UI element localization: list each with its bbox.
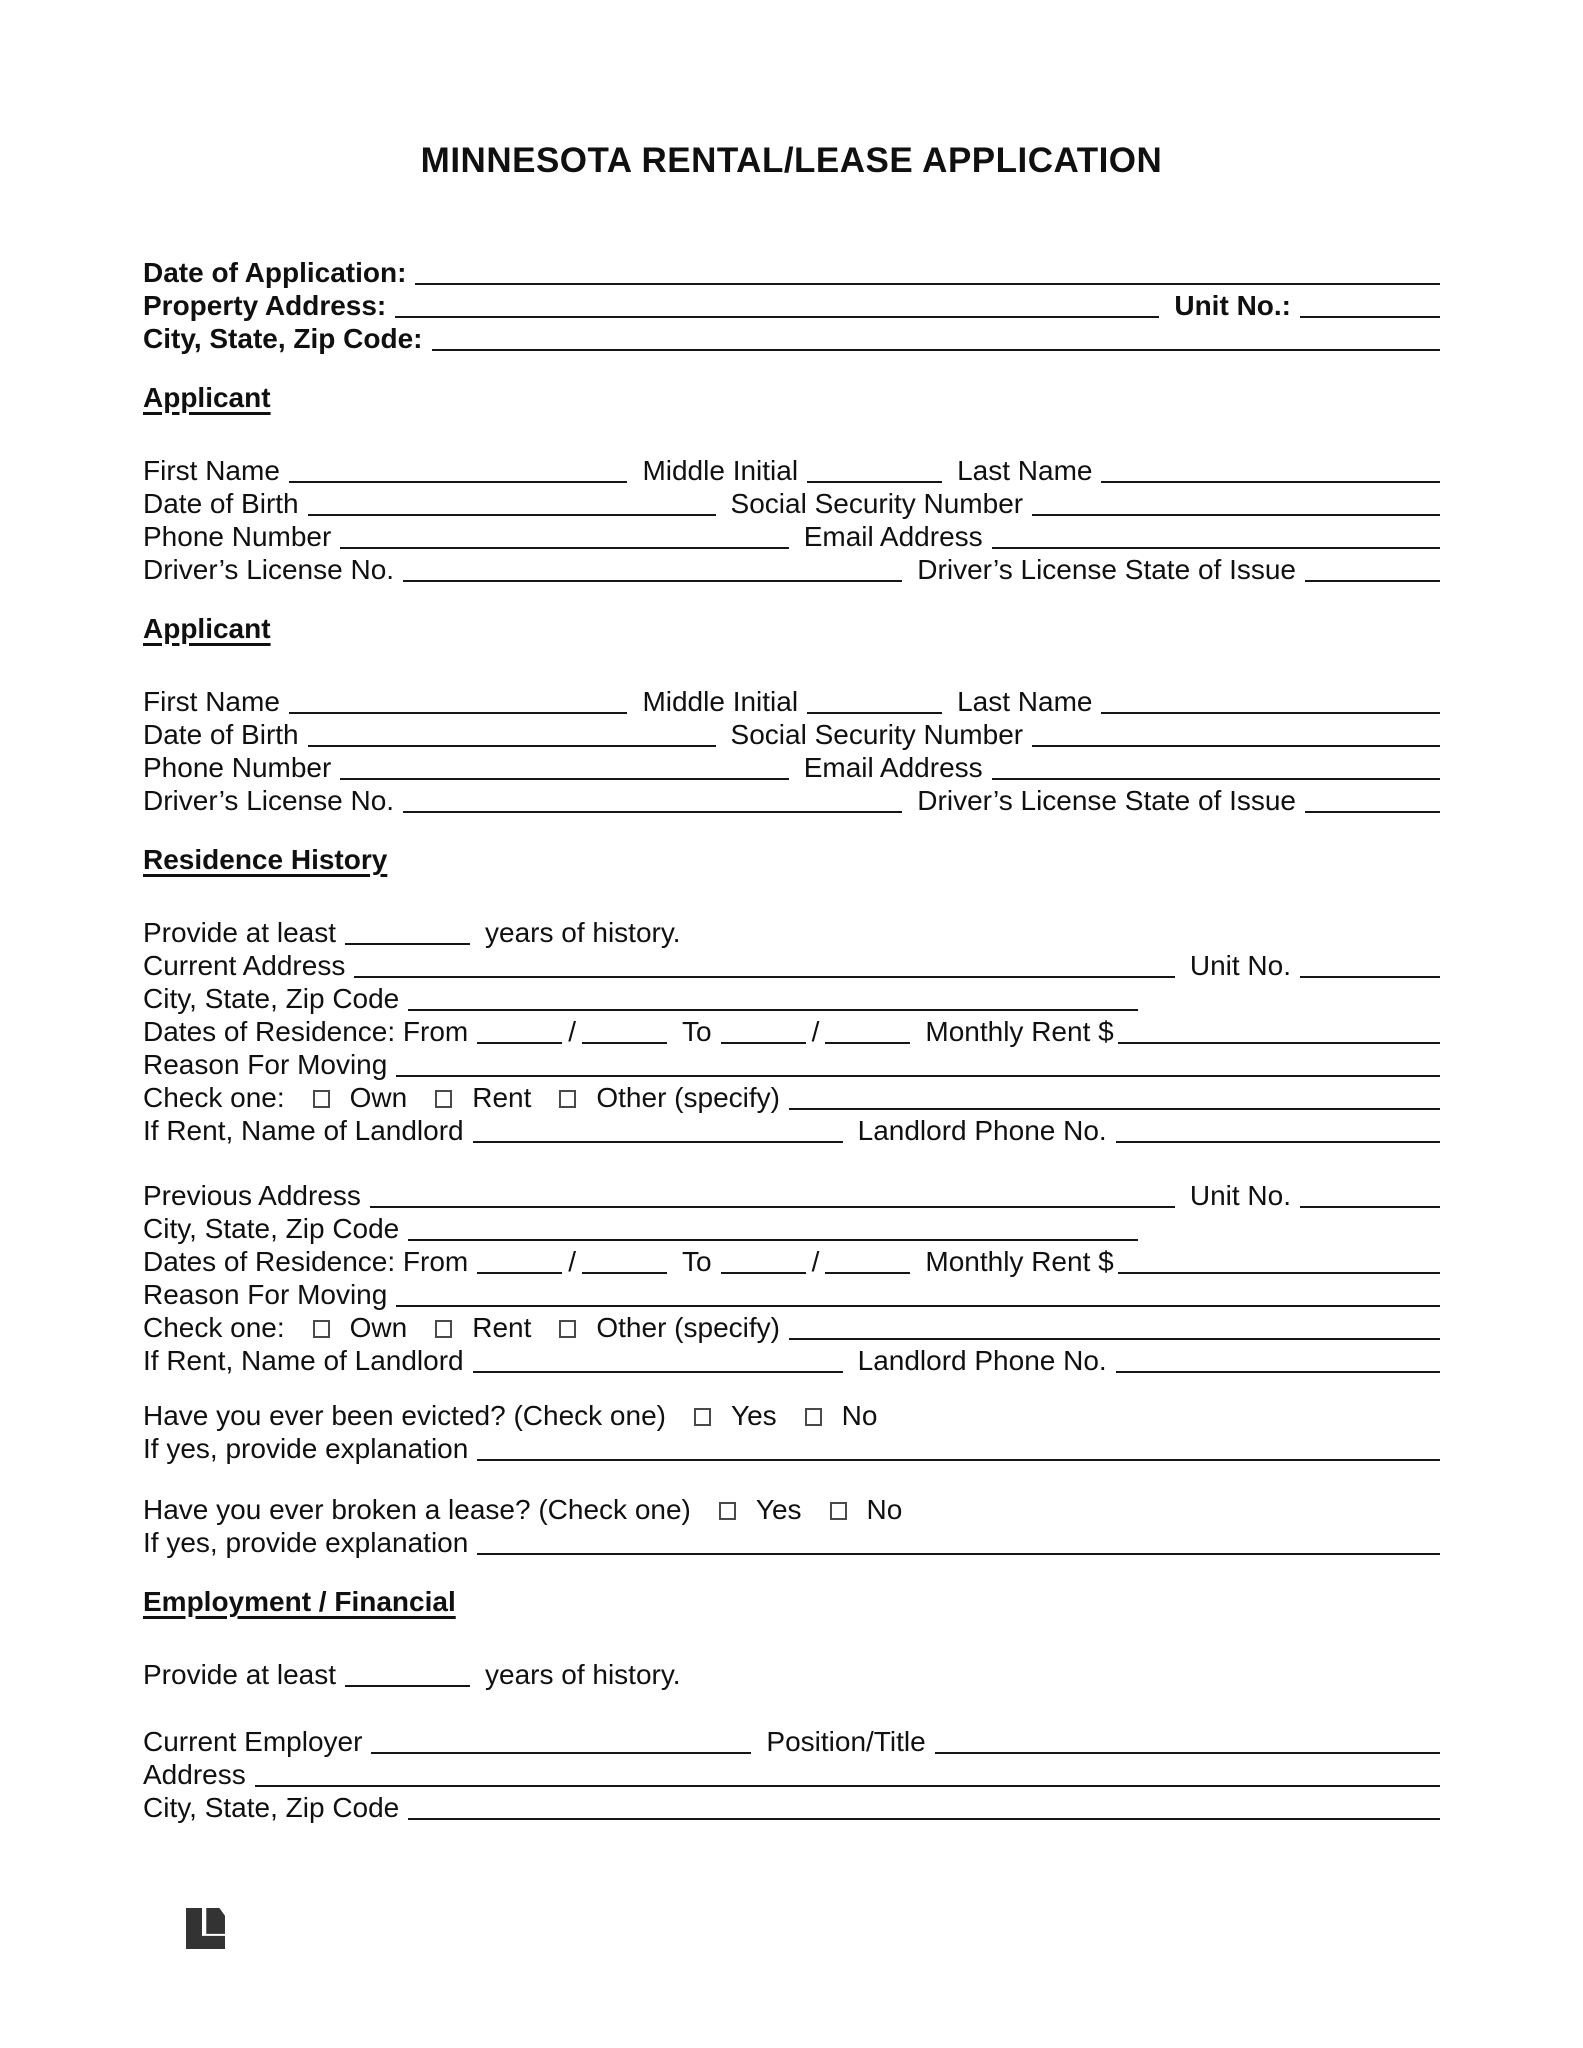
drivers-license-state-label-2: Driver’s License State of Issue xyxy=(917,785,1296,816)
current-own-checkbox[interactable] xyxy=(313,1090,330,1108)
current-landlord-row xyxy=(143,1114,1440,1147)
previous-other-specify-field[interactable] xyxy=(789,1334,1440,1340)
middle-initial-field-2[interactable] xyxy=(807,708,942,714)
previous-own-label: Own xyxy=(349,1312,408,1343)
current-reason-label: Reason For Moving xyxy=(143,1049,388,1080)
current-city-state-zip-row xyxy=(143,982,1440,1015)
current-to-year-field[interactable] xyxy=(825,1038,910,1044)
applicant-1-license-row xyxy=(143,553,1440,586)
current-landlord-name-field[interactable] xyxy=(473,1137,843,1143)
previous-reason-row xyxy=(143,1278,1440,1311)
phone-number-label: Phone Number xyxy=(143,521,332,552)
applicant-2-heading: Applicant xyxy=(143,613,271,644)
evicted-explanation-field[interactable] xyxy=(477,1455,1440,1461)
evicted-no-label: No xyxy=(841,1400,878,1431)
evicted-explanation-row xyxy=(143,1432,1440,1465)
phone-number-field[interactable] xyxy=(340,543,788,549)
current-address-field[interactable] xyxy=(354,972,1175,978)
employer-address-field[interactable] xyxy=(255,1781,1440,1787)
current-rent-checkbox[interactable] xyxy=(435,1090,452,1108)
property-address-label: Property Address: xyxy=(143,290,387,321)
previous-landlord-name-label: If Rent, Name of Landlord xyxy=(143,1345,464,1376)
current-city-state-zip-label: City, State, Zip Code xyxy=(143,983,400,1014)
evicted-explanation-label: If yes, provide explanation xyxy=(143,1433,469,1464)
employment-years-field[interactable] xyxy=(345,1681,470,1687)
previous-monthly-rent-field[interactable] xyxy=(1118,1268,1440,1274)
provide-at-least-label: Provide at least xyxy=(143,917,336,948)
first-name-label: First Name xyxy=(143,455,280,486)
drivers-license-no-field[interactable] xyxy=(403,576,902,582)
current-landlord-phone-field[interactable] xyxy=(1116,1137,1440,1143)
previous-address-label: Previous Address xyxy=(143,1180,361,1211)
drivers-license-no-label: Driver’s License No. xyxy=(143,554,395,585)
page-title: MINNESOTA RENTAL/LEASE APPLICATION xyxy=(420,141,1163,180)
current-rent-label: Rent xyxy=(472,1082,532,1113)
years-of-history-field[interactable] xyxy=(345,939,470,945)
email-address-field-2[interactable] xyxy=(992,774,1440,780)
current-employer-row xyxy=(143,1725,1440,1758)
current-date-slash-1: / xyxy=(568,1016,577,1047)
drivers-license-no-field-2[interactable] xyxy=(403,807,902,813)
evicted-no-checkbox[interactable] xyxy=(805,1408,822,1426)
current-reason-row xyxy=(143,1048,1440,1081)
property-address-row xyxy=(143,289,1440,322)
employer-city-state-zip-label: City, State, Zip Code xyxy=(143,1792,400,1823)
current-monthly-rent-field[interactable] xyxy=(1118,1038,1440,1044)
previous-landlord-name-field[interactable] xyxy=(473,1367,843,1373)
previous-dates-to-label: To xyxy=(682,1246,712,1277)
employer-city-state-zip-field[interactable] xyxy=(408,1814,1440,1820)
applicant-2-name-row xyxy=(143,685,1440,718)
email-address-label: Email Address xyxy=(803,521,983,552)
current-unit-no-field[interactable] xyxy=(1300,972,1440,978)
middle-initial-field[interactable] xyxy=(807,477,942,483)
applicant-1-dob-row xyxy=(143,487,1440,520)
broken-lease-no-label: No xyxy=(866,1494,903,1525)
drivers-license-no-label-2: Driver’s License No. xyxy=(143,785,395,816)
previous-city-state-zip-field[interactable] xyxy=(408,1235,1138,1241)
current-city-state-zip-field[interactable] xyxy=(408,1005,1138,1011)
previous-to-year-field[interactable] xyxy=(825,1268,910,1274)
applicant-1-phone-row xyxy=(143,520,1440,553)
previous-landlord-phone-label: Landlord Phone No. xyxy=(857,1345,1107,1376)
drivers-license-state-field-2[interactable] xyxy=(1305,807,1440,813)
previous-monthly-rent-label: Monthly Rent $ xyxy=(925,1246,1114,1277)
date-of-application-field[interactable] xyxy=(415,279,1440,285)
unit-no-field[interactable] xyxy=(1300,312,1440,318)
phone-number-label-2: Phone Number xyxy=(143,752,332,783)
applicant-1-heading: Applicant xyxy=(143,382,271,413)
previous-other-label: Other (specify) xyxy=(596,1312,780,1343)
current-from-year-field[interactable] xyxy=(582,1038,667,1044)
employer-address-label: Address xyxy=(143,1759,246,1790)
current-other-checkbox[interactable] xyxy=(559,1090,576,1108)
previous-reason-field[interactable] xyxy=(396,1301,1440,1307)
first-name-label-2: First Name xyxy=(143,686,280,717)
ssn-label: Social Security Number xyxy=(730,488,1024,519)
current-date-slash-2: / xyxy=(811,1016,820,1047)
last-name-label-2: Last Name xyxy=(957,686,1093,717)
previous-address-row xyxy=(143,1179,1440,1212)
city-state-zip-field[interactable] xyxy=(432,345,1441,351)
current-unit-no-label: Unit No. xyxy=(1189,950,1291,981)
applicant-2-license-row xyxy=(143,784,1440,817)
date-of-application-label: Date of Application: xyxy=(143,257,407,288)
broken-lease-question-row xyxy=(143,1493,1440,1526)
email-address-label-2: Email Address xyxy=(803,752,983,783)
date-of-birth-field-2[interactable] xyxy=(308,741,716,747)
current-landlord-name-label: If Rent, Name of Landlord xyxy=(143,1115,464,1146)
employment-financial-heading: Employment / Financial xyxy=(143,1586,456,1617)
drivers-license-state-label: Driver’s License State of Issue xyxy=(917,554,1296,585)
last-name-field[interactable] xyxy=(1101,477,1440,483)
previous-dates-row xyxy=(143,1245,1440,1278)
broken-lease-explanation-label: If yes, provide explanation xyxy=(143,1527,469,1558)
broken-lease-explanation-field[interactable] xyxy=(477,1549,1440,1555)
employer-city-state-zip-row xyxy=(143,1791,1440,1824)
previous-from-month-field[interactable] xyxy=(477,1268,562,1274)
current-check-one-row xyxy=(143,1081,1440,1114)
previous-landlord-row xyxy=(143,1344,1440,1377)
current-dates-from-label: Dates of Residence: From xyxy=(143,1016,469,1047)
previous-check-one-label: Check one: xyxy=(143,1312,285,1343)
ssn-field[interactable] xyxy=(1032,510,1440,516)
previous-other-checkbox[interactable] xyxy=(559,1320,576,1338)
legal-templates-logo xyxy=(186,1908,225,1949)
previous-date-slash-1: / xyxy=(568,1246,577,1277)
current-reason-field[interactable] xyxy=(396,1071,1440,1077)
drivers-license-state-field[interactable] xyxy=(1305,576,1440,582)
date-of-birth-label-2: Date of Birth xyxy=(143,719,299,750)
previous-landlord-phone-field[interactable] xyxy=(1116,1367,1440,1373)
applicant-1-name-row xyxy=(143,454,1440,487)
residence-history-heading: Residence History xyxy=(143,844,388,875)
previous-city-state-zip-row xyxy=(143,1212,1440,1245)
date-of-birth-field[interactable] xyxy=(308,510,716,516)
current-from-month-field[interactable] xyxy=(477,1038,562,1044)
previous-address-field[interactable] xyxy=(370,1202,1175,1208)
previous-unit-no-field[interactable] xyxy=(1300,1202,1440,1208)
city-state-zip-label: City, State, Zip Code: xyxy=(143,323,423,354)
phone-number-field-2[interactable] xyxy=(340,774,788,780)
evicted-yes-checkbox[interactable] xyxy=(694,1408,711,1426)
residence-years-row xyxy=(143,916,1440,949)
current-monthly-rent-label: Monthly Rent $ xyxy=(925,1016,1114,1047)
broken-lease-question-label: Have you ever broken a lease? (Check one) xyxy=(143,1494,691,1525)
email-address-field[interactable] xyxy=(992,543,1440,549)
middle-initial-label-2: Middle Initial xyxy=(642,686,799,717)
previous-dates-from-label: Dates of Residence: From xyxy=(143,1246,469,1277)
current-dates-row xyxy=(143,1015,1440,1048)
middle-initial-label: Middle Initial xyxy=(642,455,799,486)
ssn-field-2[interactable] xyxy=(1032,741,1440,747)
current-other-specify-field[interactable] xyxy=(789,1104,1440,1110)
previous-rent-label: Rent xyxy=(472,1312,532,1343)
evicted-question-label: Have you ever been evicted? (Check one) xyxy=(143,1400,666,1431)
first-name-field-2[interactable] xyxy=(289,708,628,714)
current-address-row xyxy=(143,949,1440,982)
current-dates-to-label: To xyxy=(682,1016,712,1047)
employment-years-row xyxy=(143,1658,1440,1691)
current-own-label: Own xyxy=(349,1082,408,1113)
previous-city-state-zip-label: City, State, Zip Code xyxy=(143,1213,400,1244)
position-title-label: Position/Title xyxy=(766,1726,926,1757)
employment-years-label: years of history. xyxy=(485,1659,681,1690)
city-state-zip-row xyxy=(143,322,1440,355)
evicted-yes-label: Yes xyxy=(730,1400,777,1431)
applicant-2-dob-row xyxy=(143,718,1440,751)
broken-lease-explanation-row xyxy=(143,1526,1440,1559)
date-of-birth-label: Date of Birth xyxy=(143,488,299,519)
current-address-label: Current Address xyxy=(143,950,346,981)
broken-lease-yes-checkbox[interactable] xyxy=(719,1502,736,1520)
broken-lease-no-checkbox[interactable] xyxy=(830,1502,847,1520)
years-of-history-label: years of history. xyxy=(485,917,681,948)
previous-check-one-row xyxy=(143,1311,1440,1344)
previous-own-checkbox[interactable] xyxy=(313,1320,330,1338)
employer-address-row xyxy=(143,1758,1440,1791)
previous-to-month-field[interactable] xyxy=(721,1268,806,1274)
current-check-one-label: Check one: xyxy=(143,1082,285,1113)
position-title-field[interactable] xyxy=(935,1748,1440,1754)
broken-lease-yes-label: Yes xyxy=(755,1494,802,1525)
last-name-field-2[interactable] xyxy=(1101,708,1440,714)
current-to-month-field[interactable] xyxy=(721,1038,806,1044)
first-name-field[interactable] xyxy=(289,477,628,483)
previous-from-year-field[interactable] xyxy=(582,1268,667,1274)
current-employer-label: Current Employer xyxy=(143,1726,363,1757)
logo-document-page-icon xyxy=(206,1908,225,1934)
current-employer-field[interactable] xyxy=(371,1748,751,1754)
employment-provide-at-least-label: Provide at least xyxy=(143,1659,336,1690)
evicted-question-row xyxy=(143,1399,1440,1432)
current-landlord-phone-label: Landlord Phone No. xyxy=(857,1115,1107,1146)
previous-rent-checkbox[interactable] xyxy=(435,1320,452,1338)
previous-date-slash-2: / xyxy=(811,1246,820,1277)
ssn-label-2: Social Security Number xyxy=(730,719,1024,750)
unit-no-label: Unit No.: xyxy=(1174,290,1291,321)
property-address-field[interactable] xyxy=(395,312,1159,318)
previous-reason-label: Reason For Moving xyxy=(143,1279,388,1310)
applicant-2-phone-row xyxy=(143,751,1440,784)
date-of-application-row xyxy=(143,256,1440,289)
current-other-label: Other (specify) xyxy=(596,1082,780,1113)
last-name-label: Last Name xyxy=(957,455,1093,486)
previous-unit-no-label: Unit No. xyxy=(1189,1180,1291,1211)
